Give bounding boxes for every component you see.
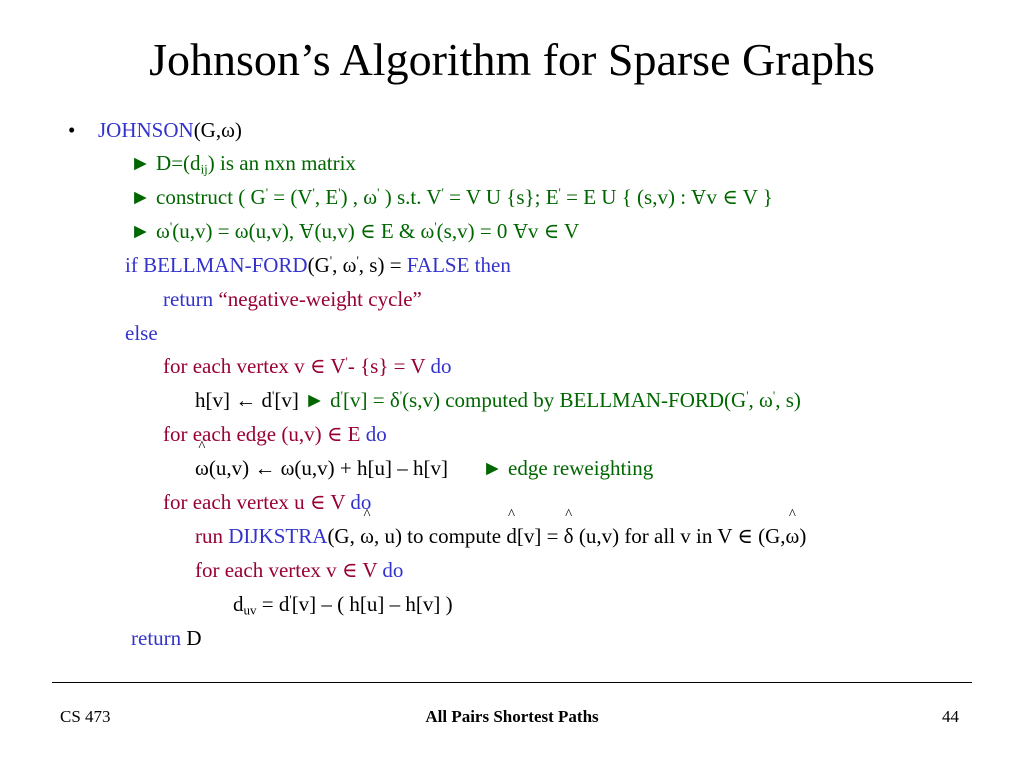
line-reweight: ^ ω(u,v) ← ω(u,v) + h[u] – h[v] ► edge reweighting <box>195 455 653 481</box>
line-else: else <box>125 321 158 345</box>
delta-hat: ^ δ <box>564 523 574 549</box>
element-of-icon: ∈ <box>722 185 738 209</box>
triangle-icon: ► <box>130 151 151 175</box>
element-of-icon: ∈ <box>543 219 560 243</box>
line-johnson <box>68 117 75 143</box>
line-return-negative: return “negative-weight cycle” <box>163 287 422 311</box>
line-construct: ► construct ( G' = (V', E') , ω' ) s.t. V' = V U {s}; E' = E U { (s,v) : Av ∈ V } <box>130 184 773 209</box>
line-h-assign: h[v] ← d'[v] ► d'[v] = δ'(s,v) computed by BELLMAN-FORD(G', ω', s) <box>195 387 801 412</box>
line-if-bellman-ford: if BELLMAN-FORD(G', ω', s) = FALSE then <box>125 252 511 277</box>
footer-course: CS 473 <box>60 707 111 726</box>
line-for-vertex-u: for each vertex u ∈ V do <box>163 490 372 514</box>
triangle-icon: ► <box>130 219 151 243</box>
triangle-icon: ► <box>481 456 503 480</box>
slide-number: 44 <box>942 707 959 726</box>
bullet: • <box>68 118 76 142</box>
johnson-name: JOHNSON <box>98 118 194 142</box>
forall-icon: A <box>691 185 707 209</box>
line-for-edge: for each edge (u,v) ∈ E do <box>163 422 387 446</box>
footer-divider <box>52 682 972 683</box>
omega-hat: ^ ω <box>786 523 800 549</box>
forall-icon: A <box>512 219 528 243</box>
forall-icon: A <box>299 219 315 243</box>
omega-hat: ^ ω <box>195 455 209 481</box>
d-hat: ^ d <box>506 523 517 549</box>
element-of-icon: ∈ <box>309 490 326 514</box>
line-d-matrix: ► $D=(d_{ij})$ is an nxn matrix <box>130 151 356 177</box>
line-return-d: return D <box>131 626 202 650</box>
slide-title: Johnson’s Algorithm for Sparse Graphs <box>149 34 875 85</box>
element-of-icon: ∈ <box>309 354 326 378</box>
johnson-args: (G,ω) <box>193 118 242 142</box>
line-johnson-header <box>98 117 242 143</box>
element-of-icon: ∈ <box>360 219 376 243</box>
line-run-dijkstra: run DIJKSTRA(G, ^ ω, u) to compute ^ d[v] = ^ δ (u,v) for all v in V ∈ (G,^ ω) <box>195 523 806 549</box>
line-for-vertex-v: for each vertex v ∈ V'- {s} = V do <box>163 353 452 378</box>
left-arrow-icon: ← <box>235 388 257 412</box>
line-for-vertex-v-inner: for each vertex v ∈ V do <box>195 558 404 582</box>
line-duv: $d_{uv} = d'[v]$ – ( h[u] – h[v] ) <box>233 591 453 618</box>
triangle-icon: ► <box>130 185 151 209</box>
left-arrow-icon: ← <box>254 456 276 480</box>
element-of-icon: ∈ <box>326 422 343 446</box>
footer-topic: All Pairs Shortest Paths <box>425 707 599 726</box>
element-of-icon: ∈ <box>737 524 753 548</box>
triangle-icon: ► <box>304 388 325 412</box>
line-omega-prime: ► ω'(u,v) = ω(u,v), A(u,v) ∈ E & ω'(s,v) = 0 Av ∈ V <box>130 218 580 243</box>
element-of-icon: ∈ <box>341 558 358 582</box>
omega-hat: ^ ω <box>360 523 374 549</box>
